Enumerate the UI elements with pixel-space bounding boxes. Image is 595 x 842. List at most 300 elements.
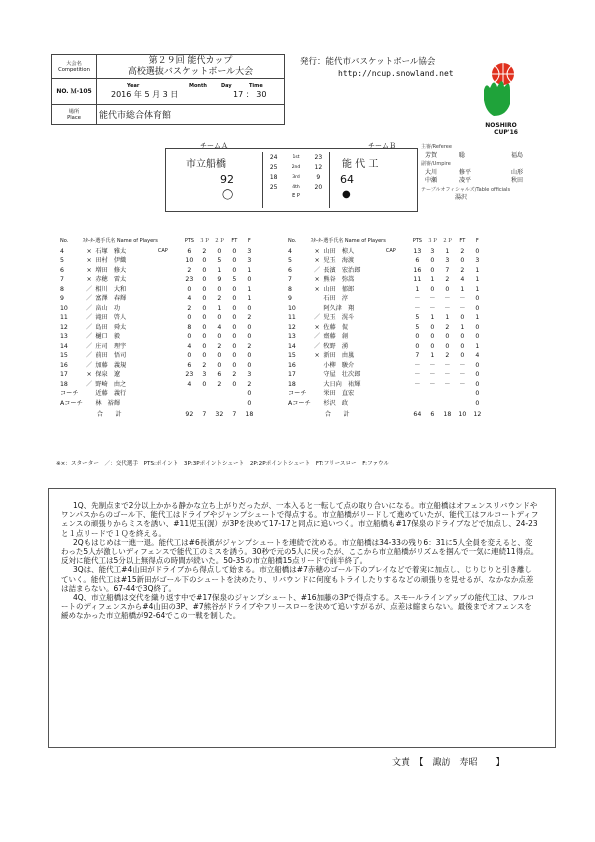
stat-p3: 3 (430, 247, 435, 255)
stat-ft: 5 (232, 276, 237, 283)
player-row (60, 247, 257, 257)
team-a-stats-table (60, 237, 257, 422)
player-row (288, 313, 485, 323)
stat-ft: 0 (232, 295, 237, 302)
player-row (60, 342, 257, 352)
player-number: 16 (60, 361, 68, 369)
captain-mark (386, 275, 410, 285)
player-name: 杉沢 政 (323, 399, 349, 407)
column-p3: ３Ｐ (427, 238, 438, 244)
stat-p3: 0 (430, 342, 435, 350)
stat-f: 0 (247, 390, 252, 397)
player-number: 4 (60, 247, 64, 255)
stat-f: 1 (247, 295, 252, 302)
stat-ft: 0 (232, 314, 237, 321)
stat-p2: 6 (217, 371, 222, 378)
table-officials: 湯沢 (455, 194, 468, 201)
officials (421, 143, 551, 203)
player-name: 新田 由嵐 (323, 352, 355, 359)
stat-p2: 4 (217, 323, 222, 331)
stat-p3 (197, 389, 212, 399)
stat-ft: 0 (232, 333, 237, 340)
captain-mark (158, 304, 182, 314)
player-row (288, 256, 485, 266)
player-row (288, 304, 485, 314)
player-row (288, 332, 485, 342)
starter-mark: ／ (313, 333, 321, 340)
captain-mark (158, 313, 182, 323)
stat-p2: 0 (445, 285, 450, 293)
player-name: 前田 悟司 (95, 352, 127, 359)
player-row (288, 399, 485, 409)
player-number: 8 (288, 285, 292, 293)
starter-mark: ／ (313, 266, 321, 274)
stat-p3: 2 (202, 361, 207, 369)
stat-p3: － (429, 380, 436, 388)
stat-f: 0 (247, 323, 252, 331)
captain-mark (158, 332, 182, 342)
column-starter: ｽﾀｰﾀｰ (310, 238, 324, 244)
player-row (60, 256, 257, 266)
player-number: 11 (60, 314, 68, 321)
stat-ft: 4 (460, 276, 465, 283)
stat-f: 3 (247, 257, 252, 264)
place-label: 場所 Place (52, 105, 97, 125)
column-f: F (247, 238, 251, 244)
column-ft: FT (231, 238, 238, 244)
captain-mark (386, 323, 410, 333)
total-spacer (288, 408, 311, 422)
player-number: 9 (60, 295, 64, 302)
starter-mark: ／ (85, 342, 93, 350)
stat-p2: 0 (445, 333, 450, 340)
starter-mark: ／ (85, 380, 93, 388)
player-row (288, 351, 485, 361)
total-spacer (60, 408, 83, 422)
captain-mark (158, 361, 182, 371)
column-starter: ｽﾀｰﾀｰ (82, 238, 96, 244)
stat-p3: 0 (202, 295, 207, 302)
player-name: 石塚 雅太 (95, 247, 127, 255)
stat-p2: 0 (217, 333, 222, 340)
player-row (288, 361, 485, 371)
stat-p3: － (429, 304, 436, 312)
header-row (60, 237, 257, 247)
column-pts: PTS (412, 238, 422, 244)
player-number: コーチ (60, 390, 79, 397)
stat-p3: 0 (202, 276, 207, 283)
period-score-a: 18 (269, 173, 278, 181)
player-name: 守屋 壮次郎 (323, 371, 361, 378)
stat-p2: 2 (445, 352, 450, 359)
team-b-score: 64 (340, 173, 354, 186)
starter-mark: × (86, 371, 92, 378)
stat-p2: 1 (217, 266, 222, 274)
author-credit: 文責 【 諏訪 寿昭 】 (392, 758, 505, 768)
stat-ft: 0 (232, 247, 237, 255)
player-row (60, 351, 257, 361)
starter-mark: × (314, 276, 320, 283)
player-name: 野崎 由之 (95, 380, 127, 388)
player-row (288, 323, 485, 333)
report-paragraph: 3Qは、能代工#4山田がドライブから得点して始まる。市立船橋は#7赤穂のゴール下のプレイなどで着実に加点し、じりじりと引き離していく。能代工は#15新田がゴール下のシュートを決めたり、リバウンドに何度もトライしたりするなどの頑張りを見せるが、なかなか点差は詰まらない。67-44で3Q終了。 (61, 565, 534, 593)
game-report-text (61, 501, 539, 621)
stat-f: 0 (475, 304, 480, 312)
player-number: 11 (288, 314, 296, 321)
stat-p2: 1 (217, 304, 222, 312)
stat-pts: 7 (415, 352, 420, 359)
starter-mark (311, 304, 324, 314)
column-no: No. (288, 238, 297, 244)
player-number: 10 (60, 304, 68, 312)
captain-mark (386, 399, 410, 409)
stat-pts: 4 (187, 342, 192, 350)
player-name: 児玉 滉斗 (323, 314, 355, 321)
player-number: 5 (288, 257, 292, 264)
starter-mark (311, 370, 324, 380)
stat-p3: 0 (430, 257, 435, 264)
captain-mark (158, 370, 182, 380)
stat-p2: － (444, 304, 451, 312)
player-name: 島田 舜太 (95, 323, 127, 331)
captain-mark (386, 332, 410, 342)
starter-mark: × (314, 352, 320, 359)
captain-mark (158, 285, 182, 295)
total-p2: 32 (215, 411, 224, 418)
stat-p2: 1 (445, 247, 450, 255)
player-name: 牧野 湧 (323, 342, 349, 350)
team-a-result: ◯ (222, 189, 234, 200)
team-b-label: チームＢ (368, 142, 396, 150)
stat-pts (182, 399, 197, 409)
player-number: 4 (288, 247, 292, 255)
starter-mark: × (86, 276, 92, 283)
total-p3: 6 (430, 411, 435, 418)
stat-f: 1 (475, 314, 480, 321)
game-info-table (51, 54, 285, 125)
stat-p2: 1 (445, 314, 450, 321)
player-row (60, 275, 257, 285)
player-row (60, 332, 257, 342)
stat-p2: － (444, 361, 451, 369)
player-name: 栄田 直宏 (323, 390, 355, 397)
stat-p3: 0 (202, 285, 207, 293)
stat-f: 0 (247, 333, 252, 340)
period-row (263, 182, 329, 192)
period-score-a: 24 (269, 153, 278, 161)
stat-pts: 2 (187, 304, 192, 312)
captain-mark (386, 380, 410, 390)
stat-pts: 0 (187, 333, 192, 340)
stat-p3: 1 (430, 314, 435, 321)
player-row (288, 285, 485, 295)
stat-p3: 0 (202, 342, 207, 350)
logo-text-2: CUP'16 (494, 129, 518, 136)
stat-pts: 0 (187, 314, 192, 321)
starter-mark: × (314, 247, 320, 255)
report-paragraph: 1Q、先制点まで2分以上かかる静かな立ち上がりだったが、一本入ると一転して点の取り合いになる。市立船橋はオフェンスリバウンドやワンパスからのゴール下、能代工はドライブやジャンプシュートで得点する。市立船橋がリードして進めていたが、能代工はフルコートディフェンスの頑張りからミスを誘い、#11児玉(滉）が3Pを決めて17-17と同点に追いつく。市立船橋も#17保泉のドライブなどで加点し、24-23と１点リードで１Ｑを終える。 (61, 501, 539, 538)
stat-pts: 23 (185, 276, 194, 283)
game-report-box (48, 488, 556, 748)
stat-p3: 0 (202, 257, 207, 264)
stat-p2 (212, 389, 227, 399)
stat-f: 1 (475, 266, 480, 274)
player-name: 小柳 駿介 (323, 361, 355, 369)
stat-p2: － (444, 380, 451, 388)
stat-ft: 0 (232, 342, 237, 350)
stat-p2 (440, 389, 455, 399)
captain-mark (386, 304, 410, 314)
player-number: 17 (60, 371, 68, 378)
period-label: 1st (292, 154, 300, 160)
stat-f: 0 (475, 361, 480, 369)
stat-ft: 0 (460, 352, 465, 359)
player-name: 加藤 義規 (95, 361, 127, 369)
stat-pts: 8 (187, 323, 192, 331)
stat-p3: － (429, 361, 436, 369)
stat-pts: 0 (415, 333, 420, 340)
stat-f: 0 (247, 361, 252, 369)
starter-mark (311, 389, 324, 399)
captain-mark (386, 361, 410, 371)
stat-pts: 10 (185, 257, 194, 264)
stat-p3: 0 (202, 266, 207, 274)
captain-mark (158, 323, 182, 333)
stat-pts: － (414, 380, 421, 388)
player-row (288, 389, 485, 399)
stat-p3: － (429, 295, 436, 302)
stat-ft (455, 389, 470, 399)
stat-f: 3 (247, 247, 252, 255)
stat-f: 0 (247, 276, 252, 283)
stat-pts: － (414, 295, 421, 302)
captain-mark (158, 342, 182, 352)
period-label: 4th (292, 184, 300, 190)
stat-p3: 1 (430, 352, 435, 359)
player-name: 相川 大和 (95, 285, 127, 293)
team-b-name: 能 代 工 (342, 159, 379, 170)
player-name: 近藤 義行 (95, 390, 127, 397)
stat-ft: － (459, 380, 466, 388)
period-label: 3rd (292, 174, 300, 180)
player-name: 山田 郁郎 (323, 285, 355, 293)
umpire-row-2: 中瀬 凌平 秋田 (425, 177, 524, 184)
umpire-row-1: 大川 修平 山形 (425, 168, 524, 176)
player-row (288, 247, 485, 257)
captain-mark (158, 399, 182, 409)
total-pts: 64 (413, 411, 422, 418)
column-p2: ２Ｐ (214, 238, 225, 244)
column-cap (158, 237, 182, 247)
player-number: 15 (288, 352, 296, 359)
stat-ft: － (459, 304, 466, 312)
month-label: Month (189, 83, 207, 89)
captain-mark (386, 370, 410, 380)
period-score-b: 20 (314, 183, 323, 191)
year-label: Year (127, 83, 140, 89)
score-box (165, 148, 418, 212)
referee-row: 芳賀 聡 福島 (425, 151, 524, 159)
stat-f: 0 (247, 304, 252, 312)
player-name: 滝田 啓人 (95, 314, 127, 321)
column-name: 選手氏名 Name of Players (323, 238, 386, 244)
total-f: 18 (245, 411, 254, 418)
captain-mark (158, 266, 182, 276)
stat-p2: 0 (217, 285, 222, 293)
stat-p2: － (444, 371, 451, 378)
stat-p3: 0 (430, 323, 435, 331)
event-name-line-1: 第２９回 能代カップ (148, 55, 233, 66)
stat-pts (410, 399, 425, 409)
starter-mark (311, 294, 324, 304)
period-score-b: 23 (314, 153, 323, 161)
competition-label: 大会名 Competition (52, 55, 97, 79)
stat-p2: 2 (217, 295, 222, 302)
stat-p3: 0 (202, 352, 207, 359)
stat-p3: 0 (430, 333, 435, 340)
stat-p2: 0 (217, 247, 222, 255)
player-name: 樋口 毅 (95, 333, 121, 340)
starter-mark: ／ (85, 304, 93, 312)
stat-p3: 0 (202, 323, 207, 331)
stat-f: 2 (247, 380, 252, 388)
stat-f: 0 (475, 323, 480, 331)
stat-p2: 7 (445, 266, 450, 274)
place-value: 能代市総合体育館 (97, 105, 285, 125)
stat-p2: 9 (217, 276, 222, 283)
captain-mark (386, 285, 410, 295)
stat-ft: 0 (232, 266, 237, 274)
stat-ft: 0 (460, 257, 465, 264)
player-number: 12 (60, 323, 68, 331)
stat-p3: 0 (202, 314, 207, 321)
player-number: コーチ (288, 390, 307, 397)
player-name: 林 裕輝 (95, 399, 121, 407)
captain-mark (158, 380, 182, 390)
stat-p2: 2 (217, 342, 222, 350)
event-name-line-2: 高校選抜バスケットボール大会 (127, 66, 254, 77)
stat-pts: 0 (415, 342, 420, 350)
player-row (60, 294, 257, 304)
stat-f: 0 (247, 352, 252, 359)
stat-ft: 2 (232, 371, 237, 378)
stat-f: 1 (247, 266, 252, 274)
starter-mark: × (314, 285, 320, 293)
player-number: 9 (288, 295, 292, 302)
game-number: NO. Ｍ-105 (52, 79, 97, 105)
stat-f: 0 (247, 399, 252, 407)
player-row (288, 380, 485, 390)
player-number: Aコーチ (60, 399, 83, 407)
stat-p2 (440, 399, 455, 409)
publisher-url: http://ncup.snowland.net (338, 69, 454, 78)
player-row (60, 304, 257, 314)
stat-p3: 3 (202, 371, 207, 378)
stat-f: 0 (475, 295, 480, 302)
player-name: 石田 淳 (323, 295, 349, 302)
stat-p3: 0 (430, 285, 435, 293)
player-row (60, 323, 257, 333)
stat-p3: 0 (430, 266, 435, 274)
stat-p3: 0 (202, 333, 207, 340)
starter-mark (311, 380, 324, 390)
column-f: F (475, 238, 479, 244)
stat-ft: 2 (460, 266, 465, 274)
stat-p3: 0 (202, 304, 207, 312)
publisher-line: 発行：能代市バスケットボール協会 (300, 57, 436, 67)
stat-p2: 0 (217, 352, 222, 359)
player-number: 12 (288, 323, 296, 331)
header-row (288, 237, 485, 247)
stat-ft: 1 (460, 285, 465, 293)
player-number: 7 (60, 276, 64, 283)
captain-mark (386, 294, 410, 304)
player-name: 赤穂 雷太 (95, 276, 127, 283)
captain-mark (158, 389, 182, 399)
total-pts: 92 (185, 411, 194, 418)
stat-pts (182, 389, 197, 399)
stat-p2: 0 (217, 361, 222, 369)
stat-p2: 0 (217, 314, 222, 321)
player-name: 阿久津 翔 (323, 304, 355, 312)
starter-mark: ／ (313, 314, 321, 321)
player-row (288, 266, 485, 276)
stat-p2: 5 (217, 257, 222, 264)
total-label: 合 計 (96, 411, 122, 418)
starter-mark: ／ (85, 314, 93, 321)
player-row (60, 266, 257, 276)
stat-pts: 5 (415, 314, 420, 321)
column-ft: FT (459, 238, 466, 244)
stat-p2: 2 (445, 276, 450, 283)
starter-mark: ／ (85, 352, 93, 359)
starter-mark: ／ (313, 342, 321, 350)
player-number: 10 (288, 304, 296, 312)
player-name: 熊谷 弥嵩 (323, 276, 355, 283)
stat-pts: － (414, 361, 421, 369)
starter-mark: ／ (85, 285, 93, 293)
stat-p2: 2 (217, 380, 222, 388)
total-p3: 7 (202, 411, 207, 418)
player-name: 齋藤 創 (323, 333, 349, 340)
starter-mark: ／ (85, 333, 93, 340)
player-number: 6 (288, 266, 292, 274)
captain-mark: CAP (157, 247, 168, 254)
player-name: 田村 伊織 (95, 257, 127, 264)
stat-f: 2 (247, 314, 252, 321)
stat-p2 (212, 399, 227, 409)
player-number: 8 (60, 285, 64, 293)
game-date: 2016 年 5 月 3 日 (111, 90, 179, 99)
column-no: No. (60, 238, 69, 244)
player-number: 14 (60, 342, 68, 350)
stat-ft (455, 399, 470, 409)
team-a-label: チームＡ (200, 142, 228, 150)
player-name: 山田 椋人 (323, 247, 355, 255)
player-number: Aコーチ (288, 399, 311, 407)
total-p2: 18 (443, 411, 452, 418)
player-row (60, 313, 257, 323)
legend: ※×：スターター ／：交代選手 PTS:ポイント 3P:3Pポイントシュート 2P:2Pポイントシュート FT:フリースロー F:ファウル (56, 461, 390, 467)
player-name: 増田 修大 (95, 266, 127, 274)
player-number: 13 (288, 333, 296, 340)
stat-ft: 0 (232, 380, 237, 388)
stat-f: 0 (475, 371, 480, 378)
player-row (60, 361, 257, 371)
report-paragraph: 4Q、市立船橋は交代を織り返す中で#17保泉のジャンプシュート、#16加藤の3Pで得点する。スモールラインアップの能代工は、フルコートのディフェンスから#4山田の3P、#7熊谷がドライブやフリースローを決めて追いすがるが、点差は縮まらない。最後までオフェンスを緩めなかった市立船橋が92-64でこの一戦を制した。 (61, 593, 535, 621)
player-row (60, 380, 257, 390)
stat-p3: 0 (202, 380, 207, 388)
